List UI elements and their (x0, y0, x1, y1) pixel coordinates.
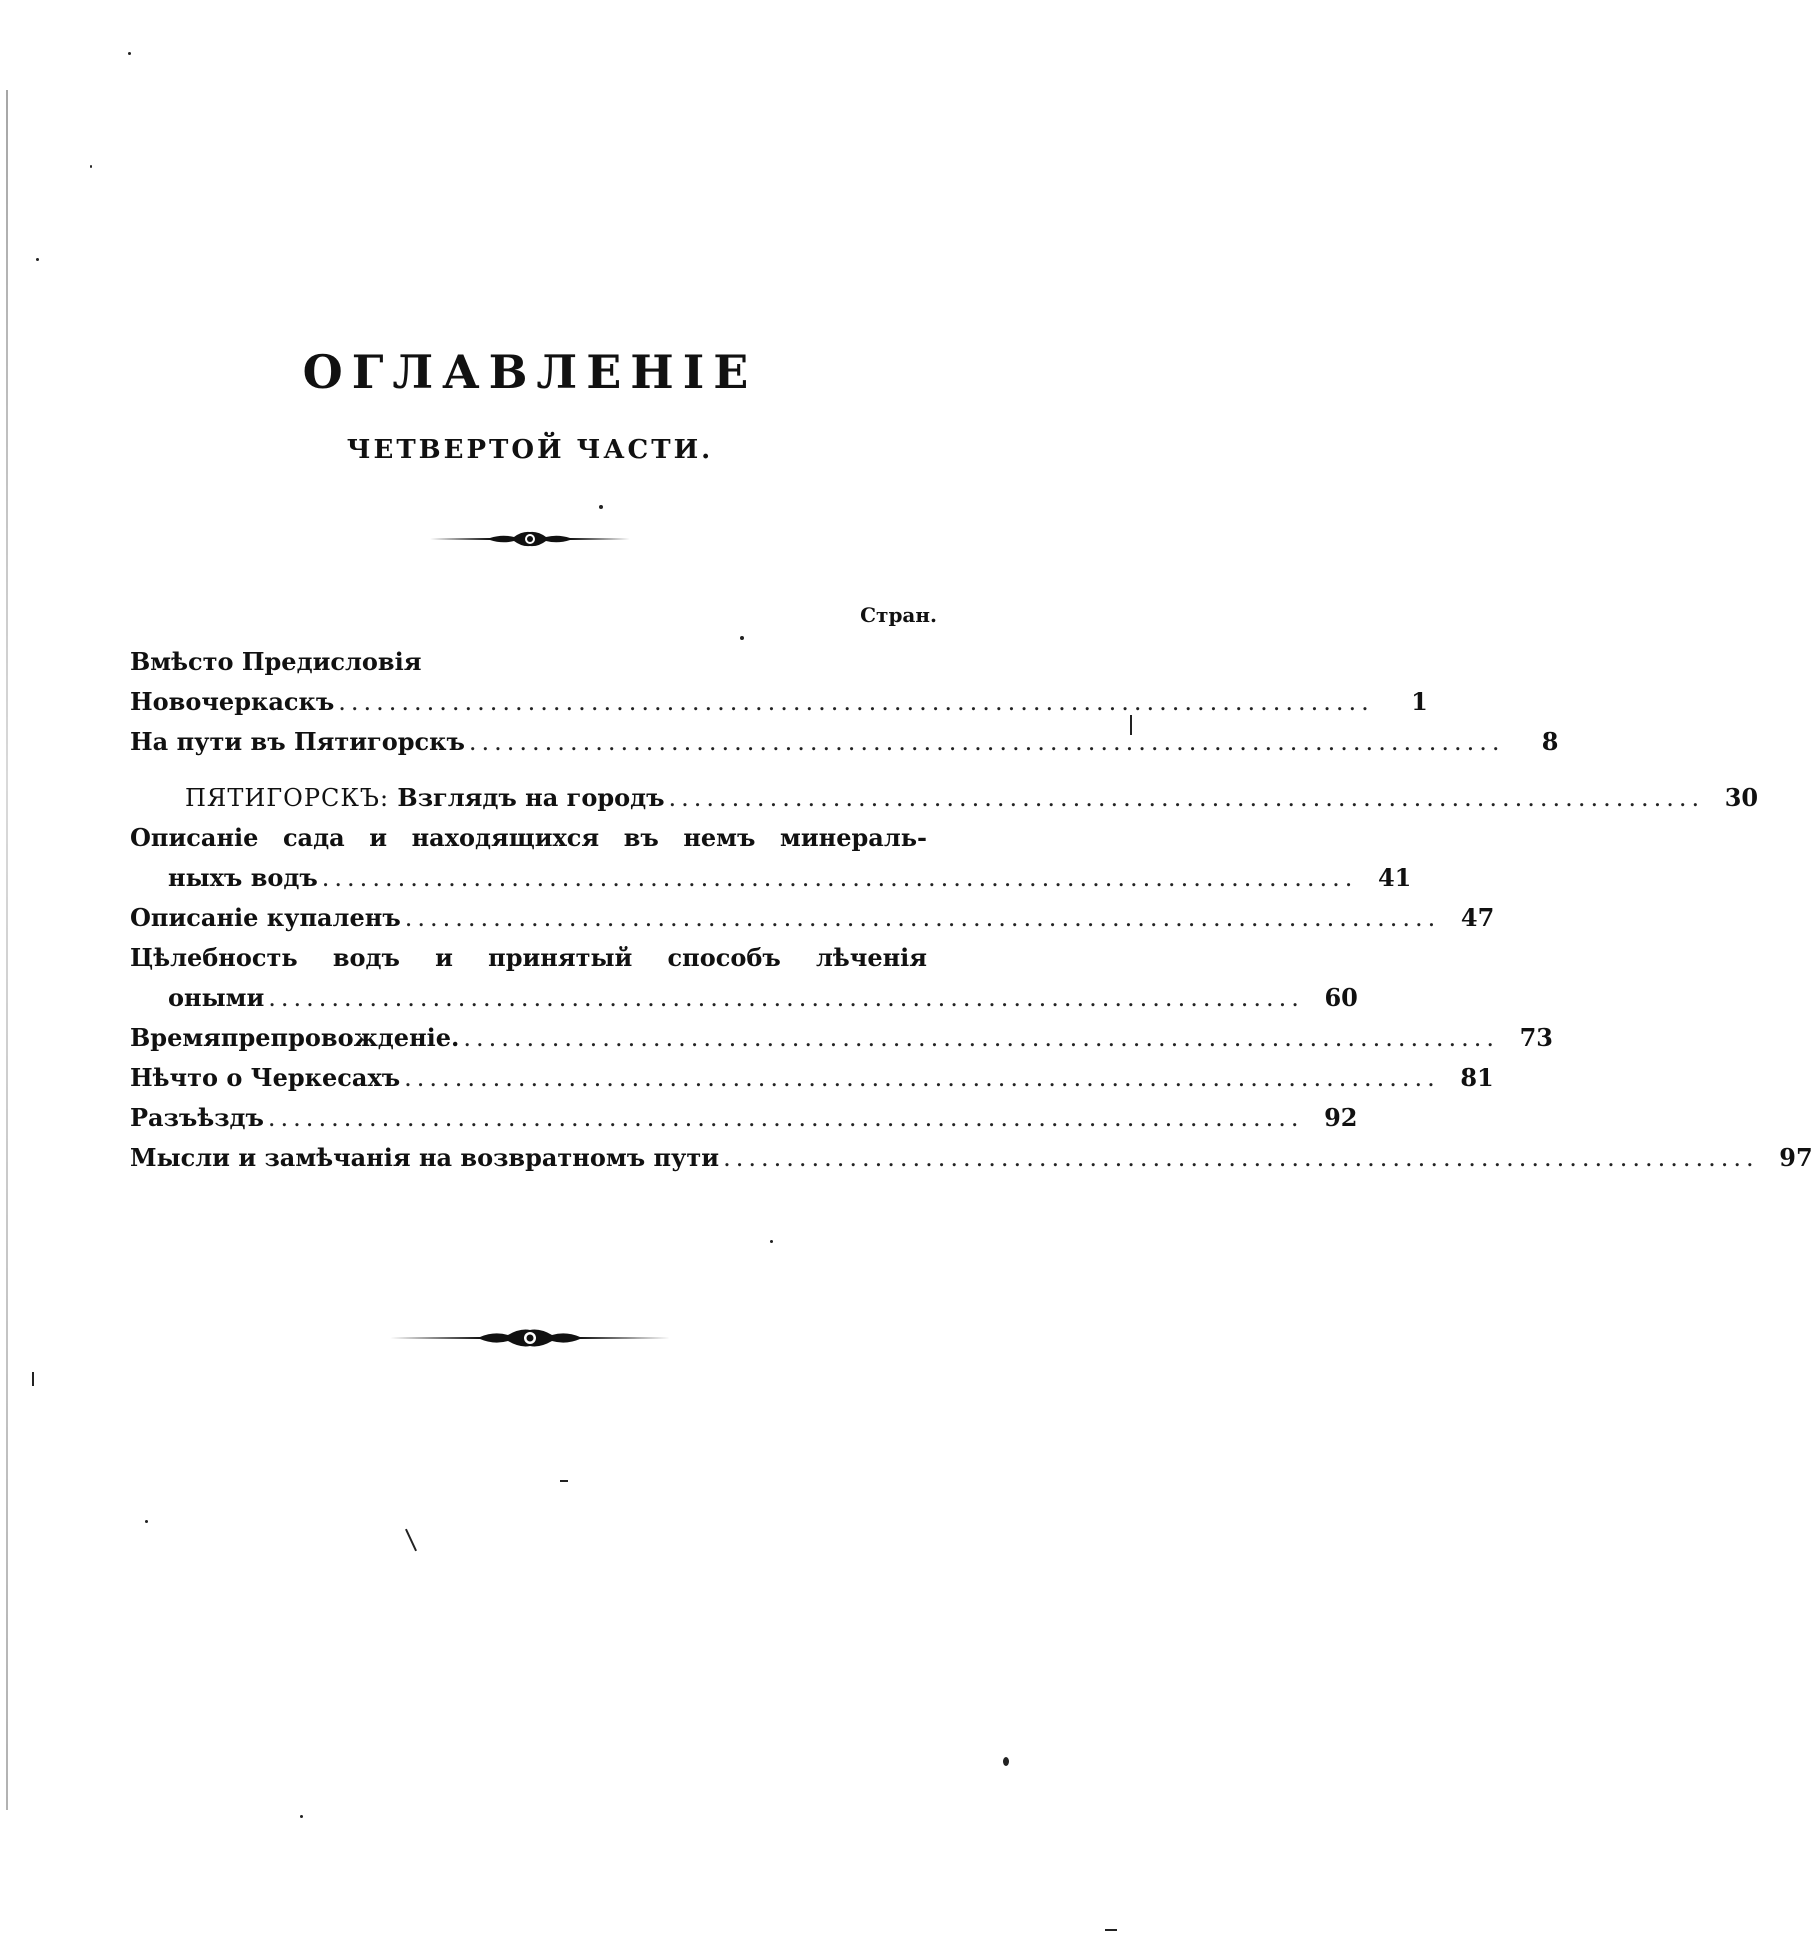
toc-entry-page: 1 (1411, 687, 1428, 716)
dot-leader: .................................................................................. (321, 864, 1358, 892)
scan-speck (90, 165, 92, 168)
scan-speck (128, 52, 131, 55)
toc-entry (130, 1058, 1494, 1098)
toc-entry (130, 818, 937, 858)
dot-leader: .................................................................................. (267, 1104, 1304, 1132)
ornament-divider-bottom (390, 1325, 670, 1351)
toc-entry-page: 73 (1519, 1023, 1553, 1052)
toc-entry (130, 1018, 1553, 1058)
dot-leader: .................................................................................. (723, 1144, 1759, 1172)
toc-entry-title: оными (168, 983, 265, 1012)
scan-speck (1003, 1757, 1009, 1766)
dot-leader: .................................................................................. (463, 1024, 1499, 1052)
toc-entry-title: Нѣчто о Черкесахъ (130, 1063, 401, 1092)
toc-entry-page: 92 (1324, 1103, 1358, 1132)
scan-speck (599, 505, 603, 509)
toc-entry-page: 97 (1779, 1143, 1813, 1172)
toc-entry-page: 81 (1460, 1063, 1494, 1092)
ornament-divider-top (430, 528, 630, 550)
scan-speck (770, 1240, 773, 1243)
toc-entry-title-text: Взглядъ на городъ (397, 783, 665, 812)
scan-speck (300, 1815, 303, 1818)
toc-entry (130, 938, 937, 978)
toc-entry-page: 30 (1724, 783, 1759, 812)
dot-leader: .................................................................................. (404, 904, 1441, 932)
toc-entry (130, 1098, 1358, 1138)
toc-entry-title: ныхъ водъ (168, 863, 318, 892)
toc-entry-title: Новочеркаскъ (130, 687, 335, 716)
page-subtitle: ЧЕТВЕРТОЙ ЧАСТИ. (346, 435, 714, 465)
toc-entry (130, 642, 937, 682)
toc-entry-page: 60 (1324, 983, 1358, 1012)
scan-speck (560, 1480, 568, 1482)
scan-speck (36, 258, 39, 261)
toc-entry-title: Описаніе купаленъ (130, 903, 401, 932)
toc-entry-title: Вмѣсто Предисловія (130, 647, 422, 676)
toc-entry-page: 41 (1377, 863, 1412, 892)
toc-entry (130, 898, 1495, 938)
dot-leader: .................................................................................. (338, 688, 1374, 716)
dot-leader: .................................................................................. (404, 1064, 1440, 1092)
toc-entry-continuation (130, 978, 1358, 1018)
scan-speck (1105, 1929, 1117, 1931)
dot-leader: .................................................................................. (668, 784, 1705, 812)
dot-leader: .................................................................................. (268, 984, 1304, 1012)
scan-speck (405, 1529, 417, 1552)
toc-entry-title (185, 778, 665, 818)
toc-entry (130, 778, 1759, 818)
toc-entry-title: Времяпрепровожденіе. (130, 1023, 460, 1052)
page-title: ОГЛАВЛЕНІЕ (302, 345, 758, 399)
toc-entry-title: Цѣлебность водъ и принятый способъ лѣченія (130, 943, 927, 972)
toc-entry (130, 1138, 1813, 1178)
scan-speck (740, 636, 744, 640)
toc-entry-title: Разъѣздъ (130, 1103, 264, 1132)
toc-entry-page: 8 (1541, 727, 1559, 756)
table-of-contents (130, 642, 1813, 1178)
toc-entry-title: На пути въ Пятигорскъ (130, 727, 465, 756)
toc-entry-title: Мысли и замѣчанія на возвратномъ пути (130, 1143, 720, 1172)
toc-section-caps: ПЯТИГОРСКЪ: (185, 784, 390, 812)
toc-entry (130, 682, 1428, 722)
toc-entry (130, 722, 1559, 762)
toc-entry-continuation (130, 858, 1412, 898)
dot-leader: .................................................................................. (468, 728, 1505, 756)
toc-entry-title: Описаніе сада и находящихся въ немъ минераль- (130, 823, 927, 852)
scan-speck (32, 1372, 34, 1386)
page-column-header: Стран. (860, 603, 937, 627)
toc-entry-page: 47 (1460, 903, 1495, 932)
scan-speck (145, 1520, 148, 1523)
